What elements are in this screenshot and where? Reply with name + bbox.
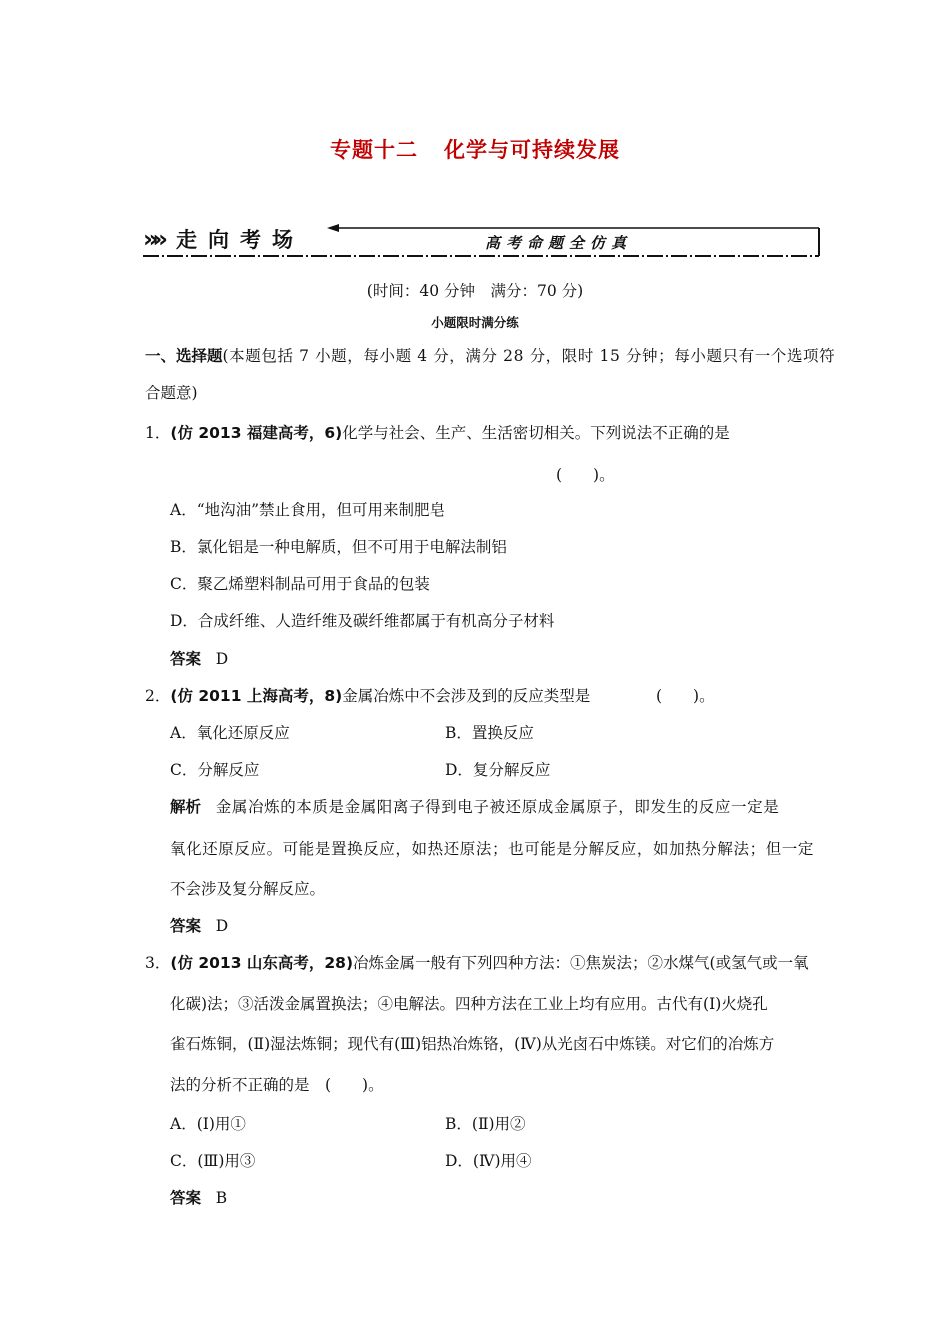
question-3-stem bbox=[145, 953, 809, 973]
section-banner bbox=[143, 224, 821, 260]
question-1-option-d: D．合成纤维、人造纤维及碳纤维都属于有机高分子材料 bbox=[170, 612, 555, 630]
question-3-option-d: D．(Ⅳ)用④ bbox=[445, 1152, 532, 1170]
question-text: 冶炼金属一般有下列四种方法：①焦炭法；②水煤气(或氢气或一氧 bbox=[353, 954, 809, 972]
banner-frame bbox=[143, 224, 821, 260]
answer-label: 答案 bbox=[170, 650, 202, 668]
question-3-option-c: C．(Ⅲ)用③ bbox=[170, 1152, 256, 1170]
question-1-option-b: B．氯化铝是一种电解质，但不可用于电解法制铝 bbox=[170, 538, 507, 556]
question-1-blank: ( )。 bbox=[556, 466, 615, 484]
question-3-stem-line3: 雀石炼铜，(Ⅱ)湿法炼铜；现代有(Ⅲ)铝热冶炼铬，(Ⅳ)从光卤石中炼镁。对它们的冶炼方 bbox=[170, 1035, 775, 1053]
question-2-option-a: A．氧化还原反应 bbox=[170, 724, 290, 742]
question-text: 金属冶炼中不会涉及到的反应类型是 bbox=[342, 687, 591, 705]
question-2-analysis-line3: 不会涉及复分解反应。 bbox=[170, 880, 326, 898]
question-2-analysis-line1 bbox=[170, 797, 779, 817]
question-number: 1． bbox=[145, 424, 171, 442]
question-2-analysis-line2: 氧化还原反应。可能是置换反应，如热还原法；也可能是分解反应，如加热分解法；但一定 bbox=[170, 840, 815, 858]
question-3-stem-line2: 化碳)法；③活泼金属置换法；④电解法。四种方法在工业上均有应用。古代有(Ⅰ)火烧孔 bbox=[170, 995, 768, 1013]
chevrons-icon: »» bbox=[143, 225, 163, 253]
question-1-option-c: C．聚乙烯塑料制品可用于食品的包装 bbox=[170, 575, 430, 593]
banner-subtitle: 高考命题全仿真 bbox=[485, 234, 633, 252]
question-2-option-b: B．置换反应 bbox=[445, 724, 534, 742]
question-2-blank: ( )。 bbox=[656, 687, 715, 705]
section-description: (本题包括 7 小题，每小题 4 分，满分 28 分，限时 15 分钟；每小题只有一个选项符 bbox=[222, 347, 836, 365]
title-topic-name: 化学与可持续发展 bbox=[444, 138, 620, 162]
answer-value: D bbox=[215, 917, 229, 935]
question-3-option-a: A．(Ⅰ)用① bbox=[170, 1115, 246, 1133]
section-heading bbox=[145, 346, 835, 366]
question-number: 3． bbox=[145, 954, 171, 972]
question-3-stem-line4: 法的分析不正确的是 ( )。 bbox=[170, 1076, 384, 1094]
question-number: 2． bbox=[145, 687, 171, 705]
answer-label: 答案 bbox=[170, 1189, 202, 1207]
title-topic-number: 专题十二 bbox=[330, 138, 418, 162]
subsection-title: 小题限时满分练 bbox=[431, 315, 519, 330]
question-source: (仿 2011 上海高考，8) bbox=[170, 687, 343, 705]
question-1-stem bbox=[145, 423, 730, 443]
question-3-answer bbox=[170, 1188, 227, 1208]
answer-value: B bbox=[215, 1189, 228, 1207]
question-text: 化学与社会、生产、生活密切相关。下列说法不正确的是 bbox=[342, 424, 730, 442]
question-2-option-c: C．分解反应 bbox=[170, 761, 260, 779]
analysis-label: 解析 bbox=[170, 798, 202, 816]
question-3-option-b: B．(Ⅱ)用② bbox=[445, 1115, 526, 1133]
arrow-left-icon bbox=[327, 224, 339, 232]
question-1-option-a: A．“地沟油”禁止食用，但可用来制肥皂 bbox=[170, 501, 446, 519]
analysis-text: 金属冶炼的本质是金属阳离子得到电子被还原成金属原子，即发生的反应一定是 bbox=[215, 798, 780, 816]
banner-title: 走向考场 bbox=[176, 228, 305, 252]
question-source: (仿 2013 山东高考，28) bbox=[170, 954, 354, 972]
section-label: 一、选择题 bbox=[145, 347, 223, 365]
question-2-answer bbox=[170, 916, 228, 936]
question-2-stem bbox=[145, 686, 590, 706]
question-1-answer bbox=[170, 649, 228, 669]
time-info: (时间：40 分钟 满分：70 分) bbox=[366, 282, 584, 300]
question-source: (仿 2013 福建高考，6) bbox=[170, 424, 343, 442]
section-description-line2: 合题意) bbox=[145, 384, 198, 402]
question-2-option-d: D．复分解反应 bbox=[445, 761, 551, 779]
answer-value: D bbox=[215, 650, 229, 668]
page-title bbox=[0, 134, 950, 164]
answer-label: 答案 bbox=[170, 917, 202, 935]
